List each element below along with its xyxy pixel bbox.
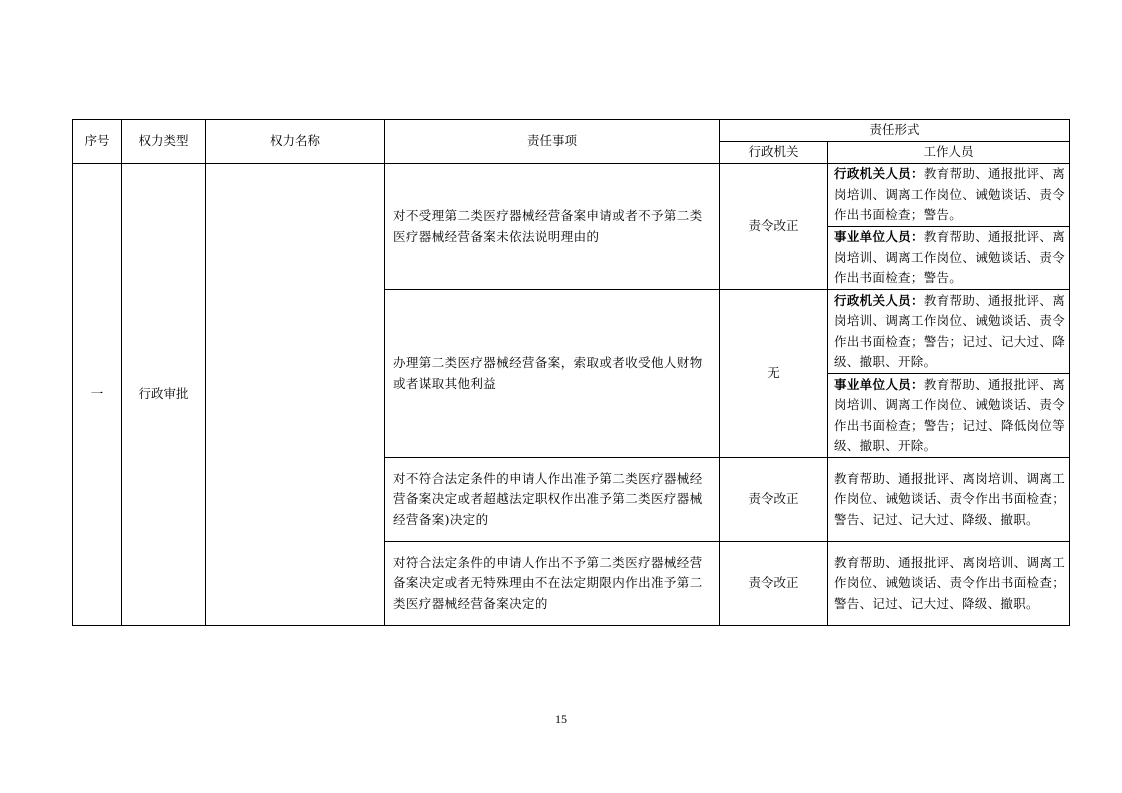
group-seq: 一 <box>73 164 122 626</box>
duty-item-cell: 对不受理第二类医疗器械经营备案申请或者不予第二类医疗器械经营备案未依法说明理由的 <box>385 164 720 290</box>
header-admin-organ: 行政机关 <box>720 142 828 164</box>
group-power-name <box>206 164 385 626</box>
group-power-type: 行政审批 <box>122 164 206 626</box>
admin-organ-cell: 责令改正 <box>720 164 828 290</box>
header-power-name: 权力名称 <box>206 120 385 164</box>
staff-cell <box>828 374 1070 458</box>
staff-penalty-text: 教育帮助、通报批评、离岗培训、调离工作岗位、诫勉谈话、责令作出书面检查；警告；记过、降低岗位等级、撤职、开除。 <box>834 376 1066 453</box>
staff-cell <box>828 542 1070 626</box>
staff-penalty-text: 教育帮助、通报批评、离岗培训、调离工作岗位、诫勉谈话、责令作出书面检查；警告；记过、记大过、降级、撤职、开除。 <box>834 292 1066 369</box>
staff-penalty-text: 教育帮助、通报批评、离岗培训、调离工作岗位、诫勉谈话、责令作出书面检查；警告。 <box>834 166 1066 223</box>
admin-organ-cell: 无 <box>720 290 828 458</box>
staff-cell <box>828 458 1070 542</box>
staff-role-label: 行政机关人员： <box>834 292 924 308</box>
header-responsibility-form: 责任形式 <box>720 120 1070 142</box>
staff-penalty-text: 教育帮助、通报批评、离岗培训、调离工作岗位、诫勉谈话、责令作出书面检查；警告、记过、记大过、降级、撤职。 <box>834 554 1066 611</box>
duty-item-cell: 对符合法定条件的申请人作出不予第二类医疗器械经营备案决定或者无特殊理由不在法定期限内作出准予第二类医疗器械经营备案决定的 <box>385 542 720 626</box>
staff-role-label: 行政机关人员： <box>834 166 924 182</box>
staff-cell <box>828 227 1070 290</box>
responsibility-table <box>72 119 1070 626</box>
page-number: 15 <box>555 712 567 726</box>
admin-organ-cell: 责令改正 <box>720 458 828 542</box>
duty-item-cell: 办理第二类医疗器械经营备案，索取或者收受他人财物或者谋取其他利益 <box>385 290 720 458</box>
staff-cell <box>828 164 1070 227</box>
admin-organ-cell: 责令改正 <box>720 542 828 626</box>
header-staff: 工作人员 <box>828 142 1070 164</box>
staff-role-label: 事业单位人员： <box>834 376 924 392</box>
header-seq: 序号 <box>73 120 122 164</box>
header-power-type: 权力类型 <box>122 120 206 164</box>
duty-item-cell: 对不符合法定条件的申请人作出准予第二类医疗器械经营备案决定或者超越法定职权作出准予第二类医疗器械经营备案)决定的 <box>385 458 720 542</box>
header-duty-item: 责任事项 <box>385 120 720 164</box>
staff-penalty-text: 教育帮助、通报批评、离岗培训、调离工作岗位、诫勉谈话、责令作出书面检查；警告。 <box>834 229 1066 286</box>
staff-role-label: 事业单位人员： <box>834 229 924 245</box>
staff-cell <box>828 290 1070 374</box>
staff-penalty-text: 教育帮助、通报批评、离岗培训、调离工作岗位、诫勉谈话、责令作出书面检查；警告、记过、记大过、降级、撤职。 <box>834 470 1066 527</box>
